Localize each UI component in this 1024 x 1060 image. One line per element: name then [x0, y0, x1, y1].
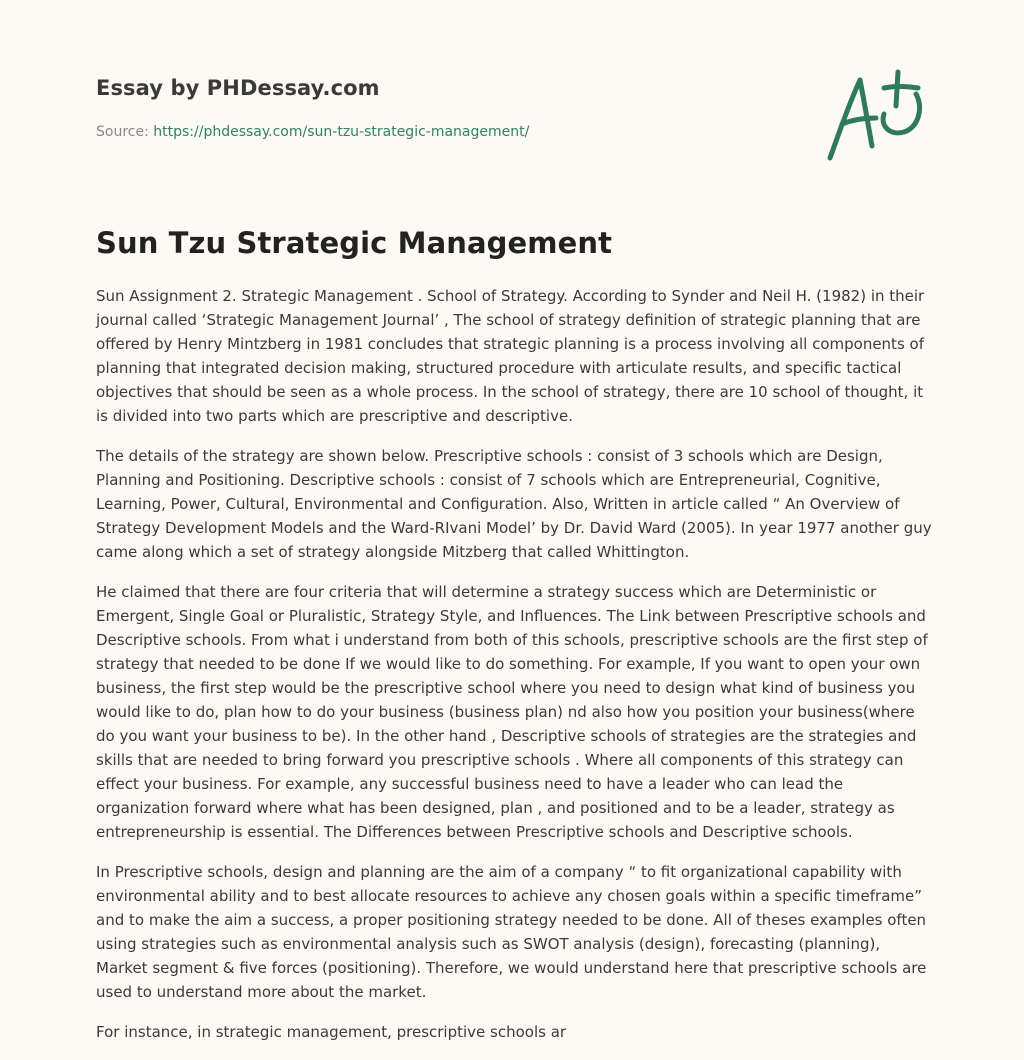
article-body: [96, 284, 932, 1060]
article-title: Sun Tzu Strategic Management: [96, 226, 613, 260]
article-paragraph: In Prescriptive schools, design and planning are the aim of a company “ to fit organizational capability with environmental ability and to best allocate resources to achieve any chosen goals within a specific timeframe” and to make the aim a success, a proper positioning strategy needed to be done. All of theses examples often using strategies such as environmental analysis such as SWOT analysis (design), forecasting (planning), Market segment & five forces (positioning). Therefore, we would understand here that prescriptive schools are used to understand more about the market.: [96, 863, 927, 1001]
article-paragraph: The details of the strategy are shown below. Prescriptive schools : consist of 3 schools which are Design, Planning and Positioning. Descriptive schools : consist of 7 schools which are Entrepreneurial, Cognitive, Learning, Power, Cultural, Environmental and Configuration. Also, Written in article called “ An Overview of Strategy Development Models and the Ward-RIvani Model’ by Dr. David Ward (2005). In year 1977 another guy came along which a set of strategy alongside Mitzberg that called Whittington.: [96, 447, 932, 561]
site-brand: Essay by PHDessay.com: [96, 76, 380, 100]
source-link[interactable]: https://phdessay.com/sun-tzu-strategic-management/: [153, 124, 530, 140]
logo-text: A+: [818, 66, 820, 67]
article-paragraph: For instance, in strategic management, prescriptive schools ar: [96, 1023, 567, 1041]
article-paragraph: Sun Assignment 2. Strategic Management . School of Strategy. According to Synder and Neil H. (1982) in their journal called ‘Strategic Management Journal’ , The school of strategy definition of strategic planning that are offered by Henry Mintzberg in 1981 concludes that strategic planning is a process involving all components of planning that integrated decision making, structured procedure with articulate results, and specific tactical objectives that should be seen as a whole process. In the school of strategy, there are 10 school of thought, it is divided into two parts which are prescriptive and descriptive.: [96, 287, 925, 425]
source-label: Source:: [96, 124, 154, 140]
a-plus-logo-icon: [818, 66, 930, 166]
source-line: [96, 124, 529, 140]
article-paragraph: He claimed that there are four criteria that will determine a strategy success which are Deterministic or Emergent, Single Goal or Pluralistic, Strategy Style, and Influences. The Link between Prescriptive schools and Descriptive schools. From what i understand from both of this schools, prescriptive schools are the first step of strategy that needed to be done If we would like to do something. For example, If you want to open your own business, the first step would be the prescriptive school where you need to design what kind of business you would like to do, plan how to do your business (business plan) nd also how you position your business(where do you want your business to be). In the other hand , Descriptive schools of strategies are the strategies and skills that are needed to bring forward you prescriptive schools . Where all components of this strategy can effect your business. For example, any successful business need to have a leader who can lead the organization forward where what has been designed, plan , and positioned and to be a leader, strategy as entrepreneurship is essential. The Differences between Prescriptive schools and Descriptive schools.: [96, 583, 928, 841]
